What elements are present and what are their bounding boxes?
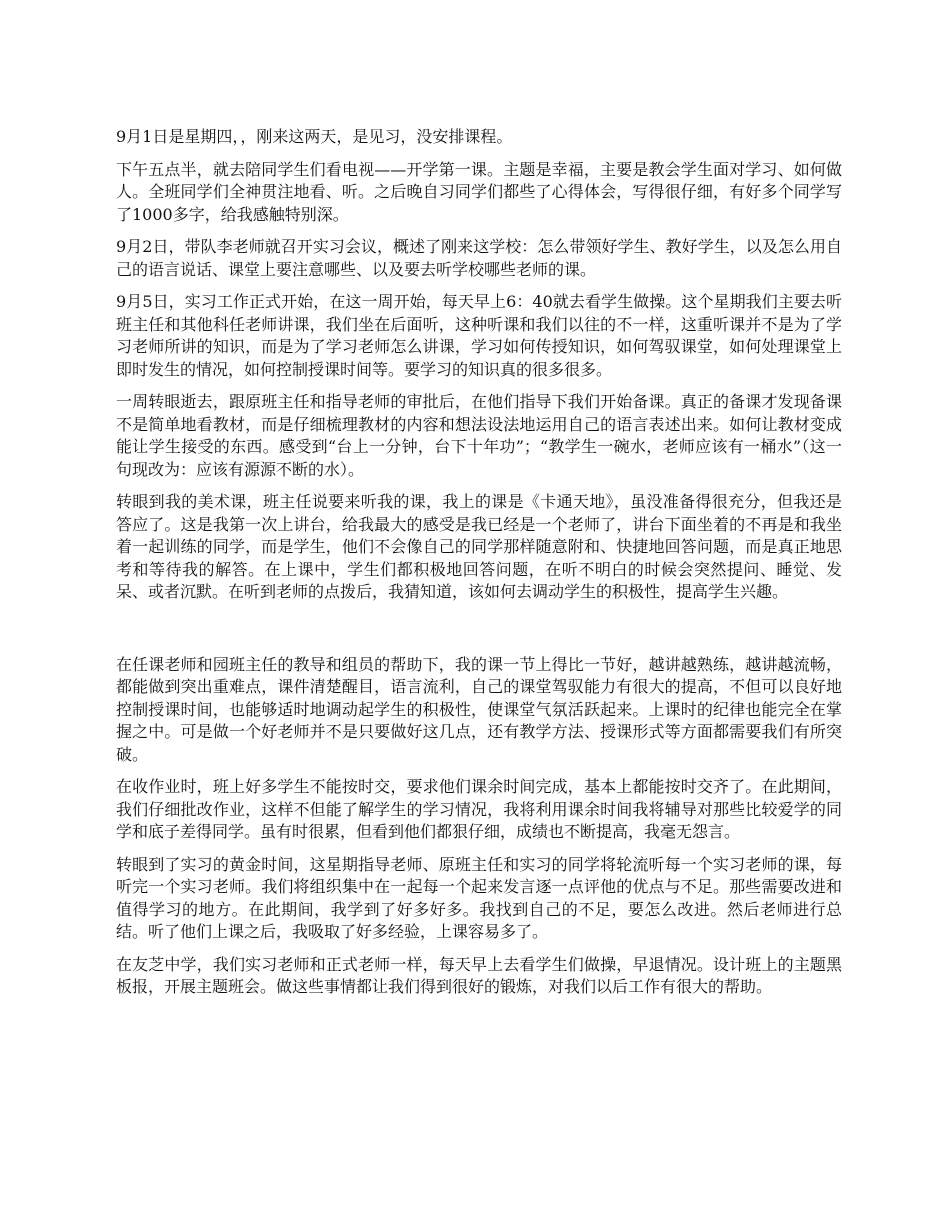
paragraph-homework: 在收作业时，班上好多学生不能按时交，要求他们课余时间完成，基本上都能按时交齐了。在此期间，我们仔细批改作业，这样不但能了解学生的学习情况，我将利用课余时间我将辅导对那些比较爱学的同学和底子差得同学。虽有时很累，但看到他们都狠仔细，成绩也不断提高，我毫无怨言。 — [116, 777, 842, 841]
paragraph-progress: 在任课老师和园班主任的教导和组员的帮助下，我的课一节上得比一节好，越讲越熟练，越讲越流畅，都能做到突出重难点，课件清楚醒目，语言流利，自己的课堂驾驭能力有很大的提高，不但可以良好地控制授课时间，也能够适时地调动起学生的积极性，使课堂气氛活跃起来。上课时的纪律也能完全在掌握之中。可是做一个好老师并不是只要做好这几点，还有教学方法、授课形式等方面都需要我们有所突破。 — [116, 654, 842, 764]
section-gap — [116, 614, 842, 654]
document-page — [116, 126, 842, 1009]
paragraph-sept1: 9月1日是星期四，，刚来这两天，是见习，没安排课程。 — [116, 127, 513, 146]
paragraph-art-class: 转眼到我的美术课，班主任说要来听我的课，我上的课是《卡通天地》，虽没准备得很充分，但我还是答应了。这是我第一次上讲台，给我最大的感受是我已经是一个老师了，讲台下面坐着的不再是和我坐着一起训练的同学，而是学生，他们不会像自己的同学那样随意附和、快捷地回答问题，而是真正地思考和等待我的解答。在上课中，学生们都积极地回答问题，在听不明白的时候会突然提问、睡觉、发呆、或者沉默。在听到老师的点拨后，我猜知道，该如何去调动学生的积极性，提高学生兴趣。 — [116, 492, 842, 601]
paragraph-golden-time: 转眼到了实习的黄金时间，这星期指导老师、原班主任和实习的同学将轮流听每一个实习老师的课，每听完一个实习老师。我们将组织集中在一起每一个起来发言逐一点评他的优点与不足。那些需要改进和值得学习的地方。在此期间，我学到了好多好多。我找到自己的不足，要怎么改进。然后老师进行总结。听了他们上课之后，我吸取了好多经验，上课容易多了。 — [116, 854, 842, 941]
paragraph-lesson-prep: 一周转眼逝去，跟原班主任和指导老师的审批后，在他们指导下我们开始备课。真正的备课才发现备课不是简单地看教材，而是仔细梳理教材的内容和想法设法地运用自己的语言表述出来。如何让教材变成能让学生接受的东西。感受到“台上一分钟，台下十年功”；“教学生一碗水，老师应该有一桶水”（这一句现改为：应该有源源不断的水）。 — [116, 392, 842, 479]
paragraph-sept2: 9月2日，带队李老师就召开实习会议，概述了刚来这学校：怎么带领好学生、教好学生，以及怎么用自己的语言说话、课堂上要注意哪些、以及要去听学校哪些老师的课。 — [116, 237, 842, 279]
paragraph-youzhi-school: 在友芝中学，我们实习老师和正式老师一样，每天早上去看学生们做操，早退情况。设计班上的主题黑板报，开展主题班会。做这些事情都让我们得到很好的锻炼，对我们以后工作有很大的帮助。 — [116, 954, 842, 996]
paragraph-first-lesson: 下午五点半，就去陪同学生们看电视——开学第一课。主题是幸福，主要是教会学生面对学习、如何做人。全班同学们全神贯注地看、听。之后晚自习同学们都些了心得体会，写得很仔细，有好多个同学写了1000多字，给我感触特别深。 — [116, 159, 842, 224]
paragraph-sept5: 9月5日，实习工作正式开始，在这一周开始，每天早上6：40就去看学生做操。这个星期我们主要去听班主任和其他科任老师讲课，我们坐在后面听，这种听课和我们以往的不一样，这重听课并不是为了学习老师所讲的知识，而是为了学习老师怎么讲课，学习如何传授知识，如何驾驭课堂，如何处理课堂上即时发生的情况，如何控制授课时间等。要学习的知识真的很多很多。 — [116, 292, 842, 379]
